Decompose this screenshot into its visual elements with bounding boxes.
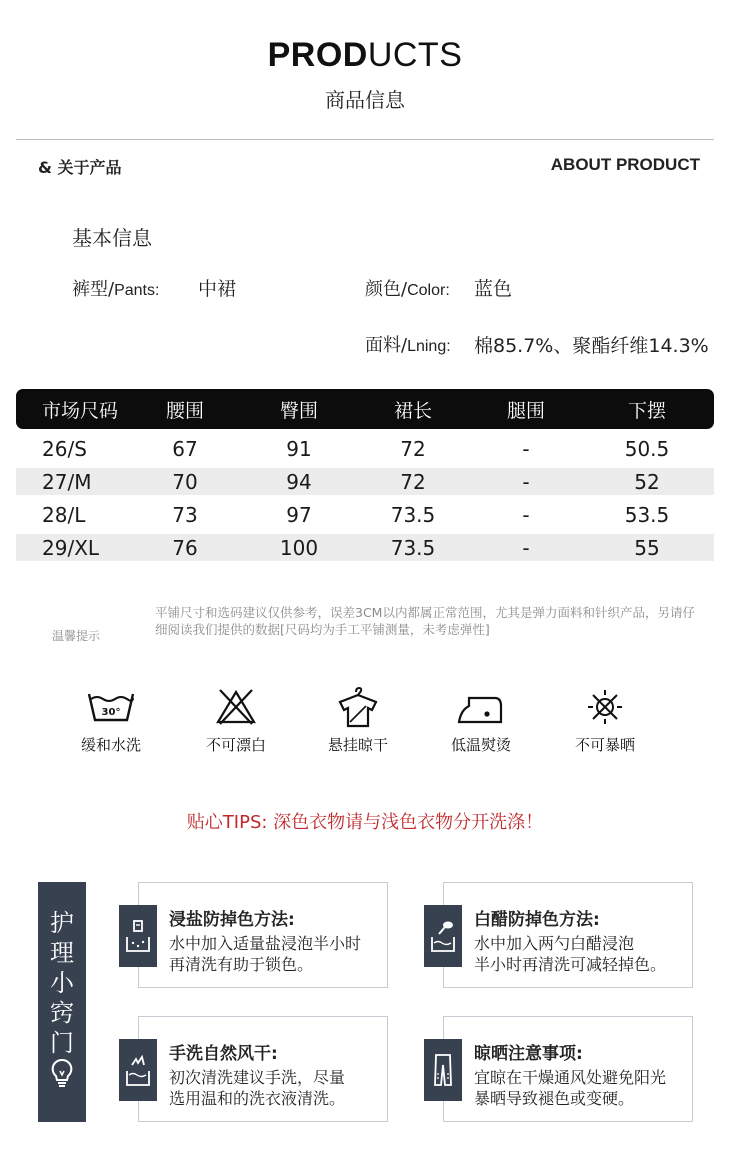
- low-iron-icon: [455, 686, 507, 728]
- pants-label-cn: 裤型/: [72, 279, 115, 300]
- care-label-sun: 不可暴晒: [574, 736, 635, 754]
- table-cell: 70: [172, 469, 198, 494]
- care-label-bleach: 不可漂白: [205, 736, 266, 754]
- table-cell: 55: [634, 535, 660, 560]
- table-cell: 72: [400, 436, 426, 461]
- tips-banner: 贴心TIPS: 深色衣物请与浅色衣物分开洗涤！: [186, 812, 544, 833]
- table-cell: 53.5: [624, 502, 670, 527]
- care-symbols: [0, 686, 730, 766]
- color-value: 蓝色: [474, 278, 513, 300]
- tip-card-line: 半小时再清洗可减轻掉色。: [474, 955, 667, 974]
- tip-card-title: 晾晒注意事项:: [474, 1044, 583, 1064]
- drying-pants-icon: [429, 1053, 457, 1087]
- table-row: [16, 501, 714, 528]
- tip-card-icon-box: [119, 905, 157, 967]
- color-label-en: Color:: [407, 282, 450, 299]
- care-label-iron: 低温熨烫: [450, 736, 511, 754]
- table-cell: 97: [286, 502, 312, 527]
- no-sun-icon: [579, 686, 631, 728]
- table-cell: 27/M: [42, 469, 92, 494]
- table-cell: 28/L: [42, 502, 86, 527]
- pants-label-en: Pants:: [114, 282, 160, 299]
- tip-card-icon-box: [119, 1039, 157, 1101]
- header-cell-thigh: 腿围: [506, 399, 545, 422]
- table-cell: 26/S: [42, 436, 87, 461]
- header-cell-length: 裙长: [393, 399, 432, 422]
- about-label-cn: & 关于产品: [38, 158, 122, 177]
- side-title-char: 门: [50, 1029, 74, 1057]
- wash-30-icon: [85, 686, 137, 728]
- tip-card-body: [169, 933, 389, 975]
- header-cell-hip: 臀围: [279, 399, 318, 422]
- wash-temp-label: 30°: [101, 707, 121, 718]
- table-row: [16, 468, 714, 495]
- color-label: [365, 275, 450, 301]
- table-cell: 94: [286, 469, 312, 494]
- tip-card-line: 再清洗有助于锁色。: [169, 955, 314, 974]
- page-title-bold: PROD: [267, 36, 368, 74]
- care-tips-side-band: [38, 882, 86, 1122]
- care-item-iron: [426, 686, 536, 755]
- header-cell-size: 市场尺码: [42, 399, 119, 422]
- tip-card-vinegar: [443, 882, 693, 988]
- page-title-light: UCTS: [367, 36, 463, 74]
- tip-card-title: 白醋防掉色方法:: [474, 910, 600, 930]
- tip-card-body: [474, 933, 694, 975]
- tip-card-icon-box: [424, 1039, 462, 1101]
- table-cell: 50.5: [624, 436, 670, 461]
- page-title: [0, 36, 730, 75]
- pants-value: 中裙: [198, 278, 237, 300]
- hand-wash-icon: [124, 1053, 152, 1087]
- header-cell-waist: 腰围: [165, 399, 204, 422]
- fabric-label: [365, 331, 451, 357]
- size-table-header: [16, 389, 714, 429]
- care-item-hang: [303, 686, 413, 755]
- table-cell: -: [522, 535, 530, 560]
- care-item-bleach: [181, 686, 291, 755]
- size-note-text: 平铺尺寸和选码建议仅供参考，误差3CM以内都属正常范围，尤其是弹力面料和针织产品，另请仔细阅读我们提供的数据[尺码均为手工平铺测量，未考虑弹性]: [155, 605, 695, 637]
- tip-card-salt: [138, 882, 388, 988]
- table-cell: -: [522, 502, 530, 527]
- salt-icon: [124, 919, 152, 953]
- color-label-cn: 颜色/: [365, 279, 408, 300]
- tip-card-body: [169, 1067, 389, 1109]
- care-item-sun: [550, 686, 660, 755]
- table-cell: 100: [279, 535, 319, 560]
- size-note-label: 温馨提示: [52, 629, 101, 643]
- table-cell: 76: [172, 535, 198, 560]
- vinegar-icon: [429, 919, 457, 953]
- tip-card-icon-box: [424, 905, 462, 967]
- tip-card-body: [474, 1067, 694, 1109]
- side-title-char: 小: [50, 969, 74, 997]
- care-item-wash: [56, 686, 166, 755]
- lightbulb-icon: [50, 1058, 74, 1088]
- fabric-label-en: Lning:: [407, 338, 451, 355]
- table-cell: 91: [286, 436, 312, 461]
- care-label-hang: 悬挂晾干: [327, 736, 388, 754]
- care-label-wash: 缓和水洗: [80, 736, 141, 754]
- fabric-label-cn: 面料/: [365, 335, 408, 356]
- tip-card-title: 手洗自然风干:: [169, 1044, 278, 1064]
- table-row: [16, 534, 714, 561]
- header-divider: [16, 139, 714, 140]
- hang-dry-icon: [332, 686, 384, 728]
- table-row: [16, 435, 714, 462]
- pants-label: [72, 275, 159, 301]
- side-title-text: [38, 908, 86, 1058]
- tip-card-line: 水中加入两勺白醋浸泡: [474, 934, 635, 953]
- tip-card-drying: [443, 1016, 693, 1122]
- tip-card-line: 选用温和的洗衣液清洗。: [169, 1089, 346, 1108]
- table-cell: 72: [400, 469, 426, 494]
- table-cell: 73.5: [390, 535, 436, 560]
- side-title-char: 窍: [50, 999, 74, 1027]
- table-cell: 73: [172, 502, 198, 527]
- tip-card-line: 水中加入适量盐浸泡半小时: [169, 934, 362, 953]
- table-cell: 29/XL: [42, 535, 100, 560]
- basic-info-title: 基本信息: [72, 226, 152, 250]
- table-cell: -: [522, 469, 530, 494]
- about-label-en: ABOUT PRODUCT: [550, 155, 700, 174]
- tip-card-handwash: [138, 1016, 388, 1122]
- tip-card-line: 宜晾在干燥通风处避免阳光: [474, 1068, 667, 1087]
- size-table: [16, 389, 714, 561]
- table-cell: 73.5: [390, 502, 436, 527]
- table-cell: 52: [634, 469, 660, 494]
- care-tips-title: [38, 908, 86, 1058]
- no-bleach-icon: [210, 686, 262, 728]
- side-title-char: 护: [50, 909, 74, 937]
- tip-card-line: 初次清洗建议手洗，尽量: [169, 1068, 346, 1087]
- tip-card-title: 浸盐防掉色方法:: [169, 910, 295, 930]
- tip-card-line: 暴晒导致褪色或变硬。: [474, 1089, 635, 1108]
- page-subtitle: 商品信息: [325, 88, 405, 112]
- table-cell: -: [522, 436, 530, 461]
- table-cell: 67: [172, 436, 198, 461]
- fabric-value: 棉85.7%、聚酯纤维14.3%: [474, 335, 709, 357]
- side-title-char: 理: [50, 939, 74, 967]
- header-cell-hem: 下摆: [627, 399, 666, 422]
